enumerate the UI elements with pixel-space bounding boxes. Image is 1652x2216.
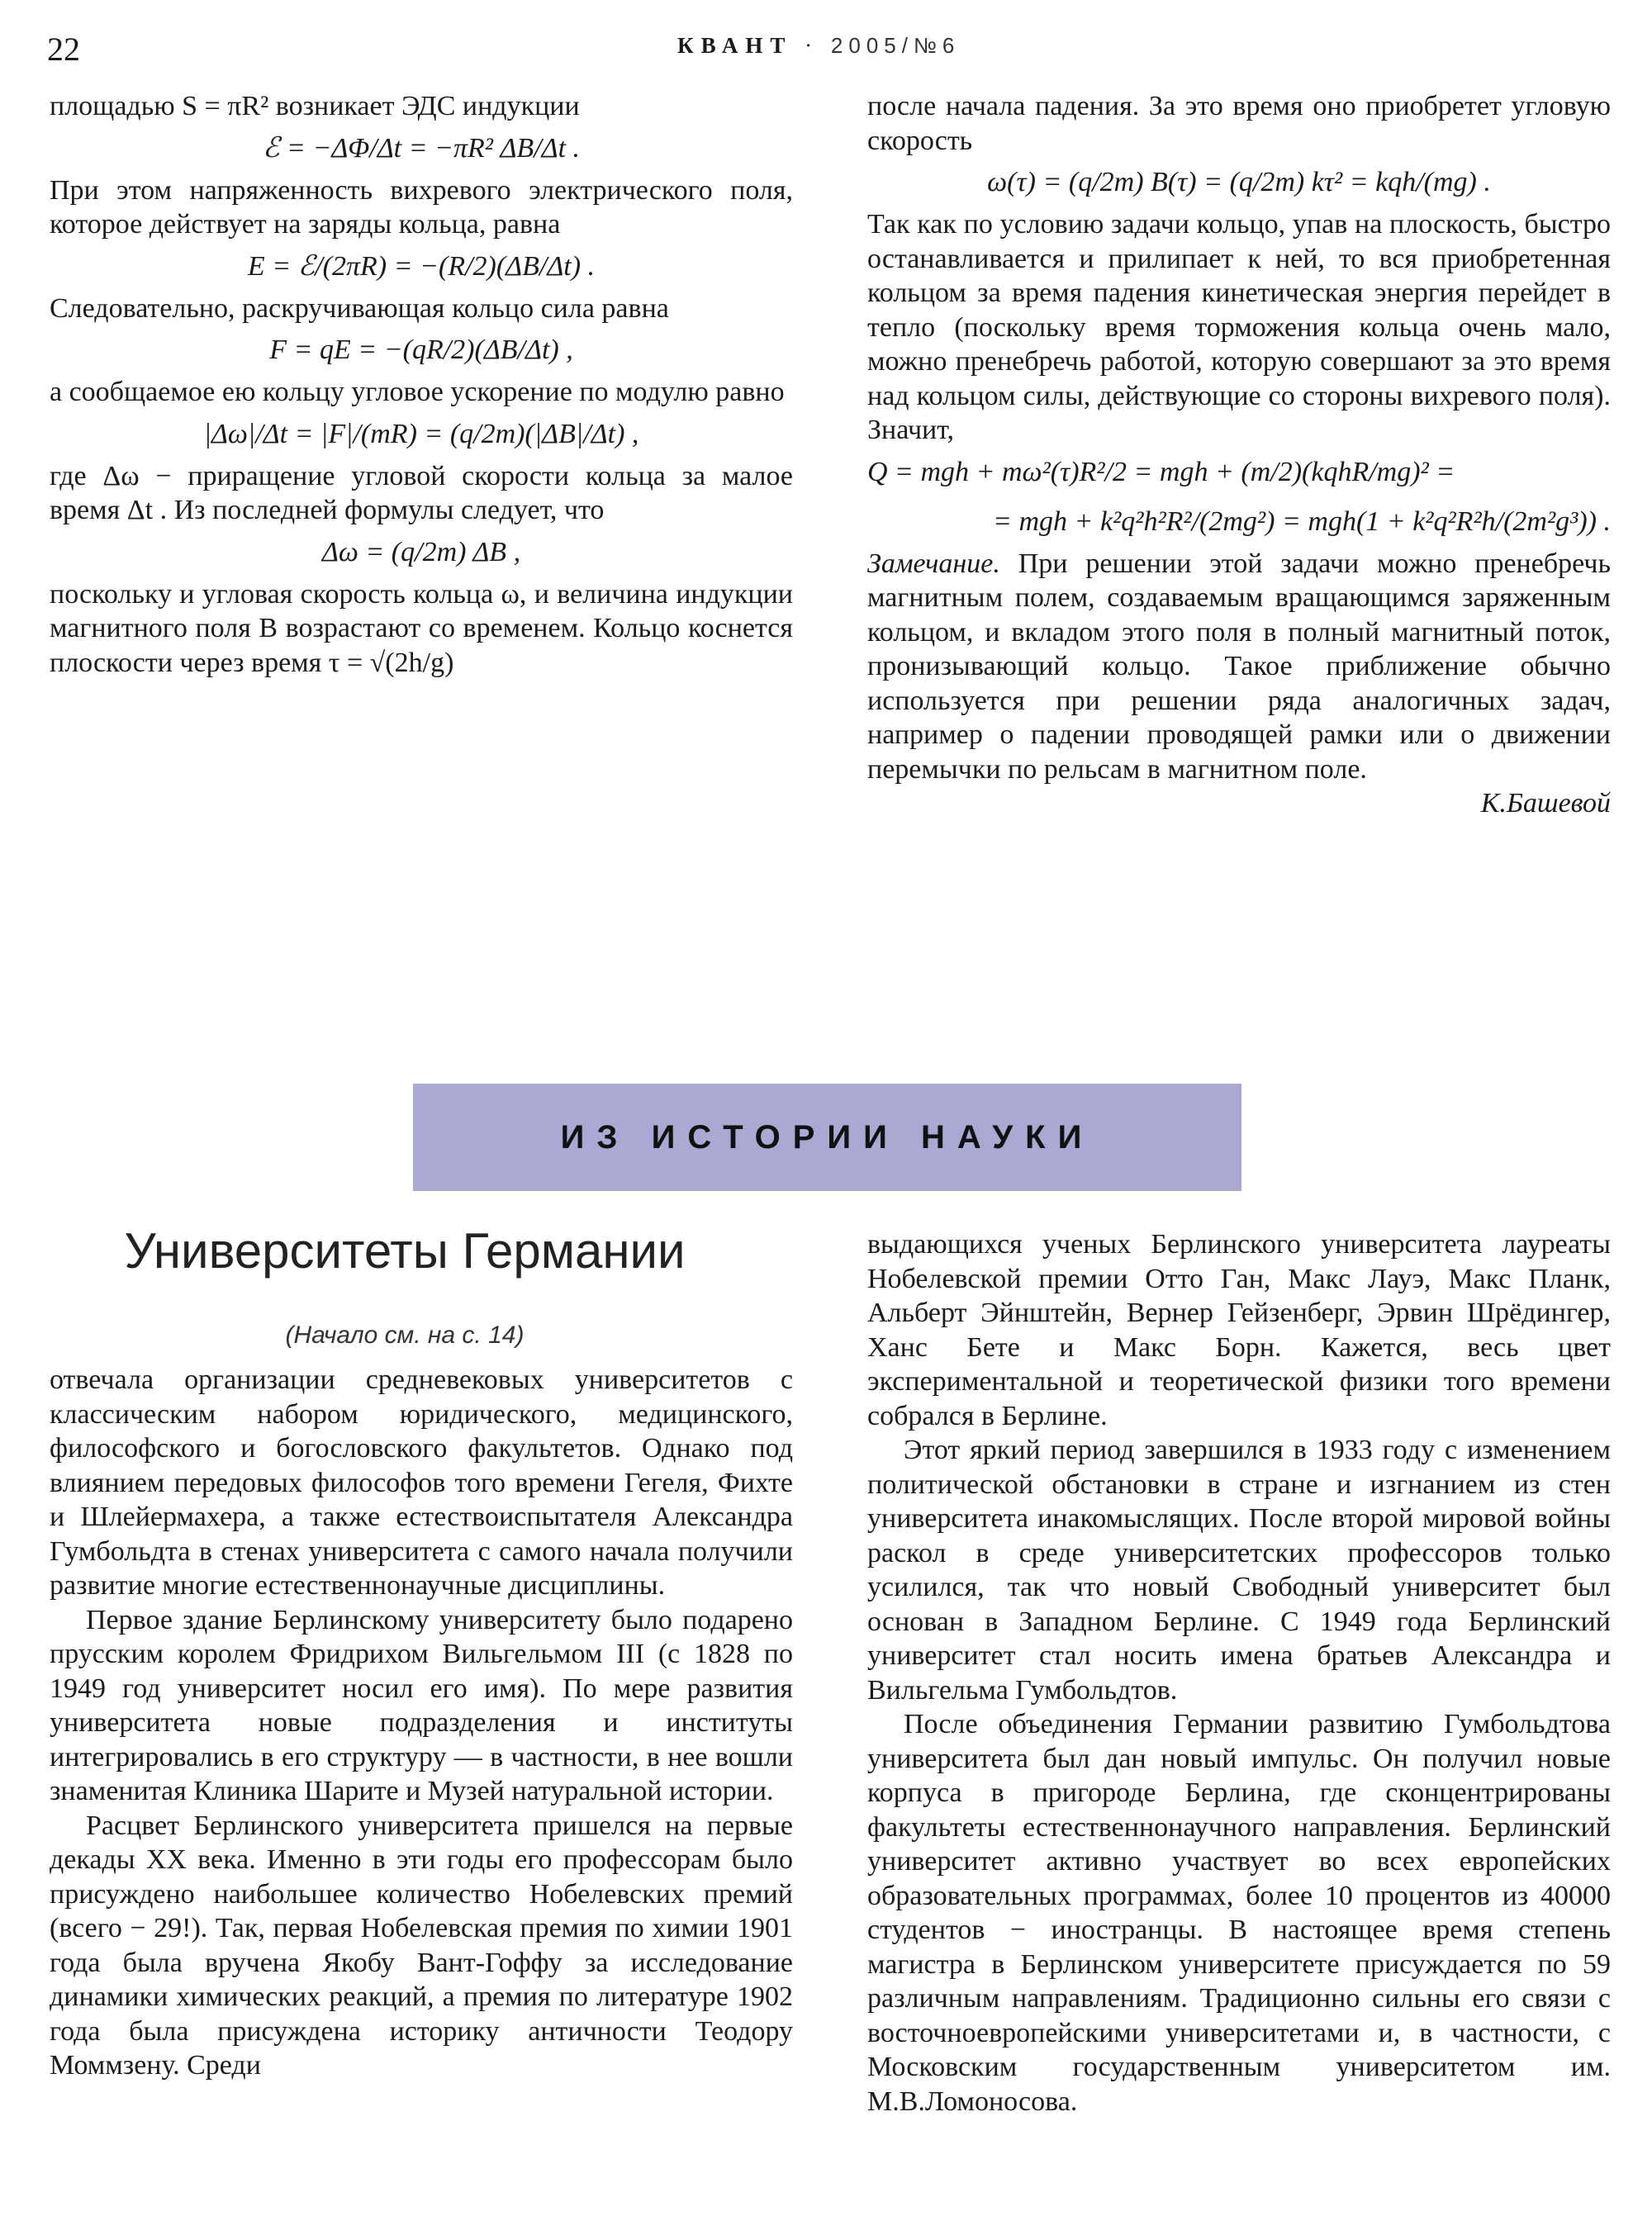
- section-banner: [413, 1084, 1241, 1191]
- right-column-top: [867, 89, 1611, 821]
- paragraph: Следовательно, раскручивающая кольцо сила равна: [50, 292, 669, 324]
- page-number: 22: [47, 31, 80, 68]
- left-column-top: [50, 89, 793, 680]
- remark-label: Замечание.: [867, 548, 1000, 579]
- author-signature: К.Башевой: [1480, 788, 1611, 819]
- formula-emf: ℰ = −ΔΦ/Δt = −πR² ΔB/Δt .: [262, 132, 581, 164]
- paragraph: Этот яркий период завершился в 1933 году с изменением политической обстановки в стране и изгнанием из стен университета инакомыслящих. После второй мировой войны раскол в среде университетских профессоров только усилился, так что новый Свободный университет был основан в Западном Берлине. С 1949 года Берлинский университет стал носить имена братьев Александра и Вильгельма Гумбольдтов.: [867, 1435, 1611, 1706]
- paragraph: выдающихся ученых Берлинского университета лауреаты Нобелевской премии Отто Ган, Макс Лауэ, Макс Планк, Альберт Эйнштейн, Вернер Гейзенберг, Эрвин Шрёдингер, Ханс Бете и Макс Борн. Кажется, весь цвет экспериментальной и теоретической физики того времени собрался в Берлине.: [867, 1229, 1611, 1431]
- paragraph: отвечала организации средневековых университетов с классическим набором юридического, медицинского, философского и богословского факультетов. Однако под влиянием передовых философов того времени Гегеля, Фихте и Шлейермахера, а также естествоиспытателя Александра Гумбольдта в стенах университета с самого начала получили развитие многие естественнонаучные дисциплины.: [50, 1364, 793, 1601]
- formula-delta-omega: Δω = (q/2m) ΔB ,: [321, 536, 521, 567]
- running-header: [677, 33, 960, 59]
- paragraph: После объединения Германии развитию Гумбольдтова университета был дан новый импульс. Он получил новые корпуса в пригороде Берлина, где сконцентрированы факультеты естественнонаучного направления. Берлинский университет активно участвует во всех европейских образовательных программах, более 10 процентов из 40000 студентов − иностранцы. В настоящее время степень магистра в Берлинском университете присуждается по 59 различным направлениям. Традиционно сильны его связи с восточноевропейскими университетами и, в частности, с Московским государственным университетом им. М.В.Ломоносова.: [867, 1709, 1611, 2117]
- continued-note: (Начало см. на с. 14): [285, 1322, 525, 1349]
- paragraph: При этом напряженность вихревого электрического поля, которое действует на заряды кольца, равна: [50, 174, 793, 240]
- formula-field: E = ℰ/(2πR) = −(R/2)(ΔB/Δt) .: [247, 250, 596, 282]
- issue-number: 2005/№6: [830, 33, 961, 58]
- paragraph: Так как по условию задачи кольцо, упав на плоскость, быстро останавливается и прилипает к ней, то вся приобретенная кольцом за время падения кинетическая энергия перейдет в тепло (поскольку время торможения кольца очень мало, можно пренебречь работой, которую совершают за это время над кольцом силы, действующие со стороны вихревого поля). Значит,: [867, 209, 1611, 445]
- article-left-column: [50, 1363, 793, 2083]
- paragraph: Первое здание Берлинскому университету было подарено прусским королем Фридрихом Вильгельмом III (с 1828 по 1949 год университет носил его имя). По мере развития университета новые подразделения и институты интегрировались в его структуру — в частности, в нее вошли знаменитая Клиника Шарите и Музей натуральной истории.: [50, 1604, 793, 1806]
- formula-omega-tau: ω(τ) = (q/2m) B(τ) = (q/2m) kτ² = kqh/(mg) .: [987, 167, 1491, 197]
- remark-text: При решении этой задачи можно пренебречь магнитным полем, создаваемым вращающимся заряженным кольцом, и вкладом этого поля в полный магнитный поток, пронизывающий кольцо. Такое приближение обычно используется при решении ряда аналогичных задач, например о падении проводящей рамки или о движении перемычки по рельсам в магнитном поле.: [867, 548, 1611, 785]
- paragraph: Расцвет Берлинского университета пришелся на первые декады XX века. Именно в эти годы его профессорам было присуждено наибольшее количество Нобелевских премий (всего − 29!). Так, первая Нобелевская премия по химии 1901 года была вручена Якобу Вант-Гоффу за исследование динамики химических реакций, а премия по литературе 1902 года была присуждена историку античности Теодору Моммзену. Среди: [50, 1810, 793, 2081]
- remark-paragraph: [867, 547, 1611, 787]
- header-separator: ·: [805, 33, 819, 58]
- formula-angular-acceleration: |Δω|/Δt = |F|/(mR) = (q/2m)(|ΔB|/Δt) ,: [203, 418, 639, 449]
- formula-force: F = qE = −(qR/2)(ΔB/Δt) ,: [269, 335, 573, 365]
- article-right-column: [867, 1227, 1611, 2119]
- paragraph: площадью S = πR² возникает ЭДС индукции: [50, 91, 580, 121]
- article-title: Университеты Германии: [124, 1223, 686, 1279]
- formula-heat-1: Q = mgh + mω²(τ)R²/2 = mgh + (m/2)(kqhR/mg)² =: [867, 456, 1455, 487]
- formula-heat-2: = mgh + k²q²h²R²/(2mg²) = mgh(1 + k²q²R²h/(2m²g³)) .: [993, 505, 1611, 537]
- paragraph: после начала падения. За это время оно приобретет угловую скорость: [867, 91, 1611, 156]
- paragraph: а сообщаемое ею кольцу угловое ускорение по модулю равно: [50, 377, 785, 407]
- paragraph: где Δω − приращение угловой скорости кольца за малое время Δt . Из последней формулы следует, что: [50, 460, 793, 525]
- paragraph: поскольку и угловая скорость кольца ω, и величина индукции магнитного поля B возрастают со временем. Кольцо коснется плоскости через время τ = √(2h/g): [50, 578, 793, 678]
- section-title: ИЗ ИСТОРИИ НАУКИ: [560, 1118, 1094, 1155]
- journal-name: КВАНТ: [677, 33, 793, 58]
